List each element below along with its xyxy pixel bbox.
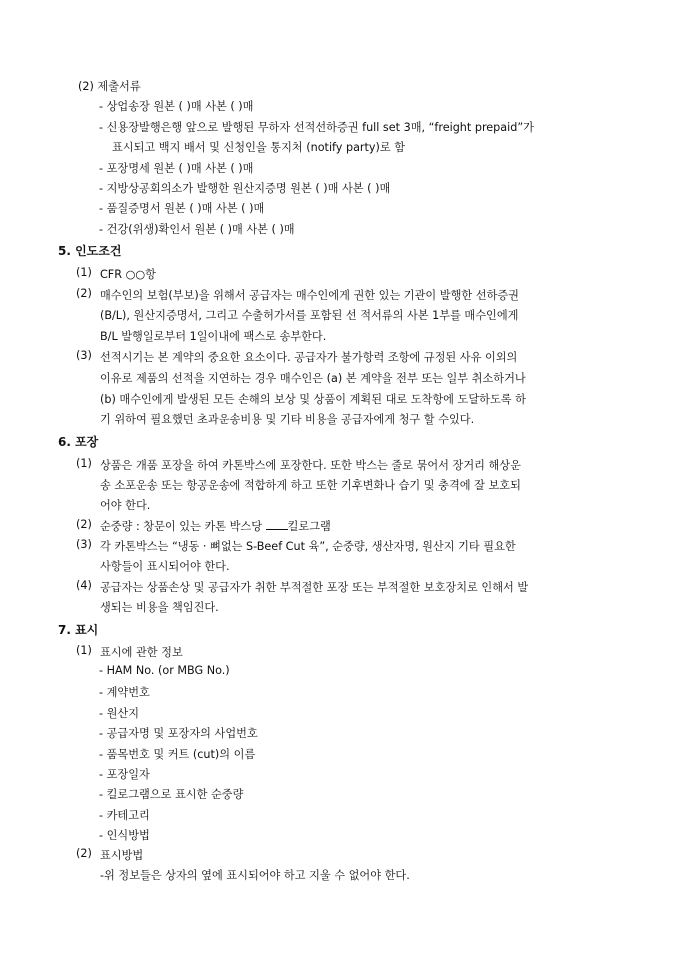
document-page: (2) 제출서류 - 상업송장 원본 ( )매 사본 ( )매 - 신용장발행은행 앞으로 발행된 무하자 선적선하증권 full set 3매, “freight prepaid”가 표시되고 백지 배서 및 신청인을 통지처 (notify party)로 함 - 포장명세 원본 ( )매 사본 ( )매 - 지방상공회의소가 발행한 원산지증명 원본 ( )매 사본 ( )매 - 품질증명서 원본 ( )매 사본 ( )매 - 건강(위생)확인서 원본 ( )매 사본 ( )매 5. 인도조건 (1) CFR ○○항 (2) 매수인의 보험(부보)을 위해서 공급자는 매수인에게 권한 있는 기관이 발행한 선하증권 (B/L), 원산지증명서, 그리고 수출허가서를 포함된 선 적서류의 사본 1부를 매수인에게 B/L 발행일로부터 1일이내에 팩스로 송부한다. (3) 선적시기는 본 계약의 중요한 요소이다. 공급자가 불가항력 조항에 규정된 사유 이외의 이유로 제품의 선적을 지연하는 경우 매수인은 (a) 본 계약을 전부 또는 일부 취소하거나 (b) 매수인에게 발생된 모든 손해의 보상 및 상품이 계획된 대로 도착항에 도달하도록 하 기 위하여 필요했던 초과운송비용 및 기타 비용을 공급자에게 청구 할 수있다. 6. 포장 (1) 상품은 개품 포장을 하여 카톤박스에 포장한다. 또한 박스는 줄로 묶어서 장거리 해상운 송 소포운송 또는 항공운송에 적합하게 하고 또한 기후변화나 습기 및 충격에 잘 보호되 어야 한다. (2) 순중량 : 창문이 있는 카톤 박스당 킬로그램 (3) 각 카톤박스는 “냉동 · 뼈없는 S-Beef Cut 육”, 순중량, 생산자명, 원산지 기타 필요한 사항들이 표시되어야 한다. (4) 공급자는 상품손상 및 공급자가 취한 부적절한 포장 또는 부적절한 보호장치로 인해서 발 생되는 비용을 책임진다. 7. 표시 (1) 표시에 관한 정보 - HAM No. (or MBG No.) - 계약번호 - 원산지 - 공급자명 및 포장자의 사업번호 - 품목번호 및 커트 (cut)의 이름 - 포장일자 - 킬로그램으로 표시한 순중량 - 카테고리 - 인식방법 (2) 표시방법 -위 정보들은 상자의 옆에 표시되어야 하고 지울 수 없어야 한다.	[0, 0, 680, 962]
weight-blank	[266, 520, 288, 530]
section-title-marking: 7. 표시	[58, 623, 99, 637]
section-title-packing: 6. 포장	[58, 435, 99, 449]
section-title-delivery: 5. 인도조건	[58, 244, 122, 258]
